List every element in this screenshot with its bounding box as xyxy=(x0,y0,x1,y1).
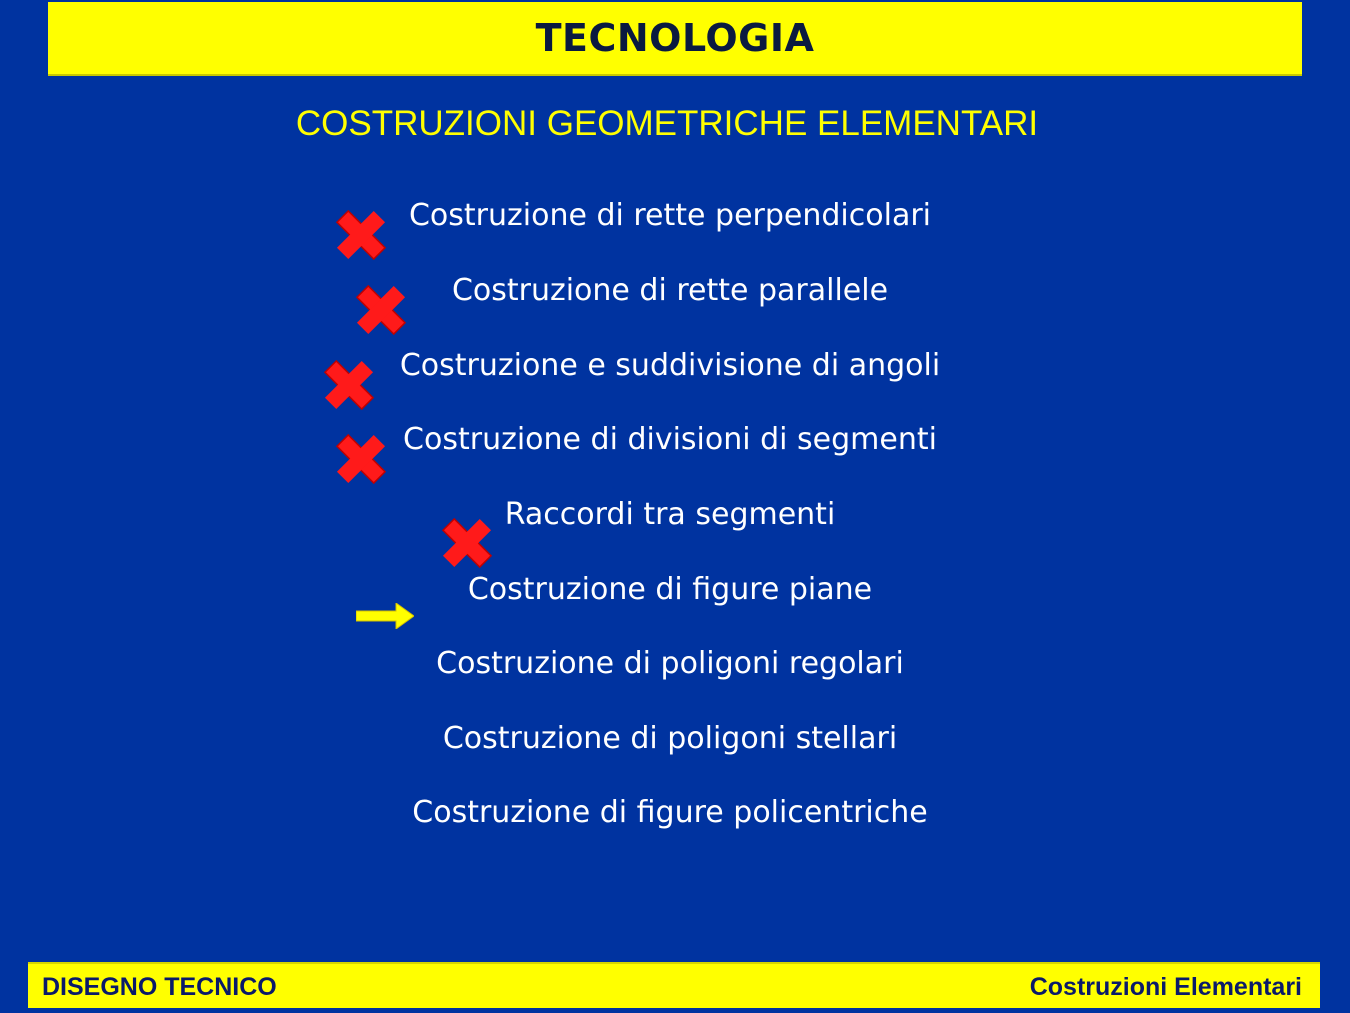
list-item: Raccordi tra segmenti xyxy=(504,497,836,532)
list-item: Costruzione di figure policentriche xyxy=(412,795,928,830)
red-x-icon xyxy=(440,516,494,570)
list-item: Costruzione di poligoni regolari xyxy=(436,646,904,681)
red-x-icon xyxy=(354,283,408,337)
slide-subtitle: COSTRUZIONI GEOMETRICHE ELEMENTARI xyxy=(295,104,1039,143)
list-item: Costruzione di divisioni di segmenti xyxy=(403,422,937,457)
list-item: Costruzione di rette perpendicolari xyxy=(408,198,931,233)
title-banner xyxy=(48,2,1302,76)
list-item: Costruzione di poligoni stellari xyxy=(442,721,898,756)
list-item: Costruzione di figure piane xyxy=(467,572,873,607)
list-item: Costruzione e suddivisione di angoli xyxy=(399,348,941,383)
red-x-icon xyxy=(334,208,388,262)
red-x-icon xyxy=(334,432,388,486)
page-title: TECNOLOGIA xyxy=(535,16,815,60)
list-item: Costruzione di rette parallele xyxy=(451,273,889,308)
red-x-icon xyxy=(322,358,376,412)
footer-right-label: Costruzioni Elementari xyxy=(1029,973,1302,1001)
yellow-arrow-icon xyxy=(356,603,414,629)
footer-left-label: DISEGNO TECNICO xyxy=(42,973,277,1001)
footer-bar xyxy=(28,962,1320,1008)
